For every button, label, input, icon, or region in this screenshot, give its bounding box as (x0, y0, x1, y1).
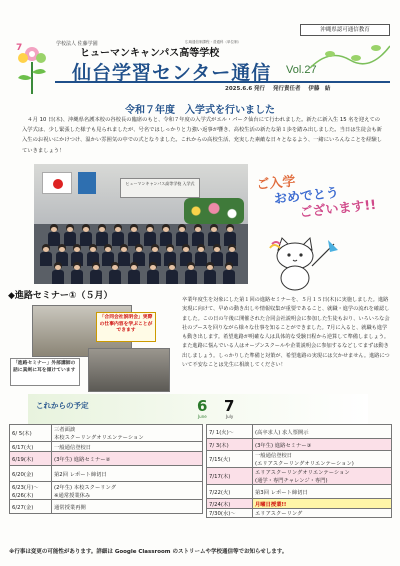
photo-row-back (38, 224, 244, 246)
schedule-row (10, 425, 203, 442)
photo-person (52, 262, 64, 284)
photo-person (208, 224, 220, 246)
photo-person (160, 224, 172, 246)
congratulations-message (252, 170, 392, 230)
schedule-row (207, 499, 392, 509)
schedule-june-table (9, 424, 203, 514)
photo-row-front (38, 262, 244, 284)
japan-flag-icon (42, 172, 72, 194)
schedule-date: 6/ 5(木) (10, 425, 52, 442)
month-june-label: June (198, 414, 207, 419)
schedule-date: 6/23(月)～ 6/26(木) (10, 482, 52, 500)
publication-info (225, 84, 336, 92)
congrats-line-2: おめでとう (273, 185, 340, 208)
schedule-event: (2年生) 本校スクーリング ※通常授業休み (52, 482, 203, 500)
schedule-label: これからの予定 (36, 401, 89, 410)
schedule-date: 6/20(金) (10, 466, 52, 482)
congrats-line-1: ご入学 (255, 174, 297, 194)
cat-mascot-icon (268, 236, 338, 292)
article-entrance-ceremony-title: 令和７年度 入学式を行いました (125, 105, 275, 116)
schedule-date: 6/19(木) (10, 452, 52, 466)
publication-date: 2025.6.6 発行 (225, 86, 266, 92)
schedule-date: 7/ 3(木) (207, 439, 253, 451)
flower-arrangement (184, 198, 244, 224)
schedule-row (207, 425, 392, 439)
schedule-row (207, 451, 392, 468)
congratulations-text (256, 166, 377, 226)
photo-person (224, 224, 236, 246)
photo-person (147, 262, 159, 284)
congrats-line-3: ございます!! (298, 197, 377, 221)
authorization-badge: 沖縄県認可通信教育 (300, 24, 390, 36)
month-july: 7 (224, 397, 235, 415)
photo-person (71, 262, 83, 284)
photo-person (90, 262, 102, 284)
schedule-date: 7/ 1(火)～ (207, 425, 253, 439)
schedule-event: エリアスクーリングオリエンテーション (通学・専門チャレンジ・専門) (253, 468, 392, 485)
schedule-event: (3年生) 進路セミナー② (52, 452, 203, 466)
photo-person (144, 224, 156, 246)
schedule-date: 7/17(木) (207, 468, 253, 485)
photo-person (128, 262, 140, 284)
month-june: 6 (197, 397, 208, 415)
schedule-row (207, 439, 392, 451)
stage-banner: ヒューマンキャンパス高等学校 入学式 (120, 178, 200, 198)
photo-person (48, 224, 60, 246)
schedule-row (10, 500, 203, 514)
company-fair-caption: 「合同会社説明会」実際の仕事内容を学ぶことができます (96, 312, 156, 342)
schedule-event: 第2回 レポート締切日 (52, 466, 203, 482)
photo-person (166, 262, 178, 284)
photo-person (128, 224, 140, 246)
vine-decoration-icon (310, 38, 390, 78)
svg-text:7: 7 (16, 43, 23, 53)
photo-person (176, 224, 188, 246)
schedule-date: 7/24(木) (207, 499, 253, 509)
month-july-label: July (226, 414, 234, 419)
photo-person (192, 224, 204, 246)
schedule-row (10, 452, 203, 466)
school-subtitle: 広域通信制課程・普通科（単位制） (185, 40, 241, 44)
schedule-july-table (206, 424, 392, 518)
schedule-date: 6/17(火) (10, 442, 52, 452)
school-corporation: 学校法人 佐藤学園 (56, 41, 98, 47)
article-entrance-ceremony-body: ４月 10 日(木)、沖縄県名護本校の谷校長の臨席のもと、令和７年度の入学式がエル・パーク仙台にて行われました。新たに新入生 15 名を迎えての入学式は、少し緊張した様子も見られましたが、号名ではしっかりと力強い返事が響き、高校生活の新たな第１歩を踏み出しました。当日は生徒会も新入生のお祝いにかけつけ、温かい雰囲気の中での式となりました。これからの高校生活、充実した素敵な日々となるよう、一緒にいろんなことを経験していきましょう！ (22, 117, 382, 154)
publisher-name: 伊藤 結 (308, 86, 331, 92)
school-name: ヒューマンキャンパス高等学校 (80, 48, 220, 59)
schedule-row (10, 442, 203, 452)
schedule-event: 一般通信登校日 (52, 442, 203, 452)
photo-person (109, 262, 121, 284)
schedule-row (10, 466, 203, 482)
photo-person (185, 262, 197, 284)
photo-person (80, 224, 92, 246)
seminar-caption: 「進路セミナー」外部講師の話に真剣に耳を傾けています (10, 358, 80, 386)
schedule-row (10, 482, 203, 500)
schedule-date: 7/22(火) (207, 485, 253, 499)
schedule-row (207, 485, 392, 499)
photo-person (223, 262, 235, 284)
photo-person (204, 262, 216, 284)
schedule-event: 三者面談 本校スクーリングオリエンテーション (52, 425, 203, 442)
newsletter-title: 仙台学習センター通信 (72, 62, 272, 84)
photo-person (96, 224, 108, 246)
header (10, 38, 390, 96)
footnote: ※行事は変更の可能性があります。詳細は Google Classroom のストリームや学校通信等でお知らせします。 (9, 549, 288, 555)
ceremony-photo (34, 164, 248, 284)
schedule-date: 6/27(金) (10, 500, 52, 514)
school-flag-icon (78, 172, 96, 194)
schedule-event: 第3回 レポート締切日 (253, 485, 392, 499)
seminar-photo (88, 348, 170, 392)
schedule-event: (高卒求人) 求人票開示 (253, 425, 392, 439)
flower-logo-icon (10, 38, 54, 94)
seminar-title: ◆進路セミナー①（５月） (8, 291, 113, 301)
schedule-row (207, 509, 392, 518)
schedule-event: 一般通信登校日 (エリアスクーリングオリエンテーション) (253, 451, 392, 468)
schedule-event: 月曜日授業!! (253, 499, 392, 509)
volume-number: Vol.27 (286, 64, 317, 76)
photo-person (112, 224, 124, 246)
schedule-event: (3年生) 進路セミナー③ (253, 439, 392, 451)
schedule-event: エリアスクーリング (253, 509, 392, 518)
schedule-row (207, 468, 392, 485)
schedule-event: 通常授業再開 (52, 500, 203, 514)
schedule-date: 7/15(火) (207, 451, 253, 468)
seminar-body: 卒業年度生を対象にした第１回の進路セミナーを、５月１５日(木)に実施しました。進路実現に向けて、早めの動き出しや情報収集が重要であること、就職・進学の流れを確認しました。この日の午後に開催された合同会社説明会に参加した生徒もおり、いろいろな会社のブースを回りながら様々な仕事を知ることができました。7月に入ると、就職も進学も動き出します。希望進路が明確な人は具体的な受験日程から逆算して準備しましょう。また進路に悩んでいる人はオープンスクールや企業説明会に参加するなどしてまずは動き出しましょう。しっかりした準備と対策が、希望進路の実現には欠かせません。進路について不安なことは先生に相談してください！ (182, 297, 390, 369)
schedule-date: 7/30(水)～ (207, 509, 253, 518)
publisher-label: 発行責任者 (272, 86, 301, 92)
photo-person (64, 224, 76, 246)
